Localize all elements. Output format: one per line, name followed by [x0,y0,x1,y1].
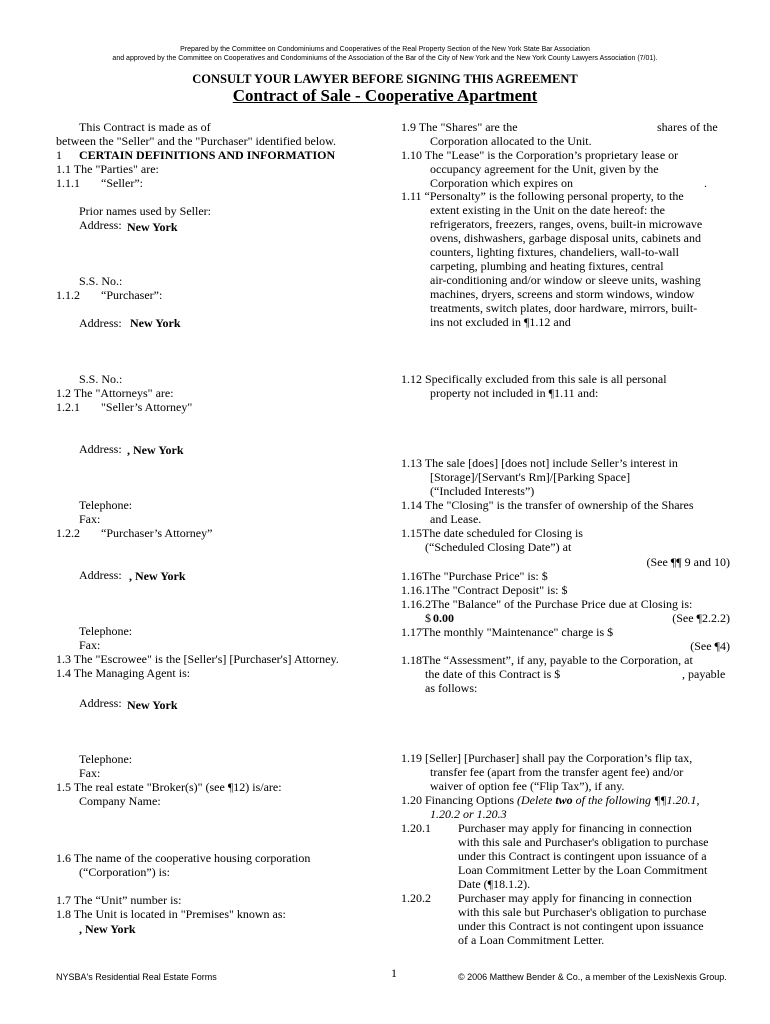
clause-1-11: 1.11 “Personalty” is the following personal property, to the [401,189,684,203]
clause-1-20-2-line-1: Purchaser may apply for financing in connection [458,891,692,905]
footer-left: NYSBA's Residential Real Estate Forms [56,972,217,982]
seller-attorney-address-value: , New York [127,443,184,457]
clause-1-20-1-line-2: with this sale and Purchaser's obligation to purchase [458,835,709,849]
company-name-label: Company Name: [79,794,161,808]
clause-1-20-two: two [555,793,573,807]
page-number: 1 [391,966,397,980]
clause-1-10-line-3: Corporation which expires on [430,176,573,190]
clause-1-20-title: 1.20 Financing Options [401,793,514,807]
seller-address-label: Address: [79,218,122,232]
clause-1-6-corporation: (“Corporation”) is: [79,865,170,879]
premises-value: , New York [79,922,136,936]
clause-1-20-1-line-4: Loan Commitment Letter by the Loan Commitment [458,863,708,877]
clause-1-13-line-2: [Storage]/[Servant's Rm]/[Parking Space] [430,470,631,484]
footer-right: © 2006 Matthew Bender & Co., a member of the LexisNexis Group. [458,972,727,982]
clause-1-2-1-number: 1.2.1 [56,400,80,414]
clause-1-15-line-2: (“Scheduled Closing Date”) at [425,540,572,554]
clause-1-18: 1.18The “Assessment”, if any, payable to the Corporation, at [401,653,693,667]
purchaser-attorney-address-label: Address: [79,568,122,582]
seller-attorney-telephone-label: Telephone: [79,498,133,512]
clause-1-18-payable: , payable [682,667,726,681]
clause-1-9: 1.9 The "Shares" are the [401,120,518,134]
balance-value: 0.00 [433,611,454,625]
clause-1-20-2-line-3: under this Contract is not contingent upon issuance [458,919,704,933]
clause-1-20 [401,794,700,807]
clause-1-11-line-6: carpeting, plumbing and heating fixtures, central [430,259,664,273]
header-line-1: Prepared by the Committee on Condominiums and Cooperatives of the Real Property Section of the New York State Bar Association [180,46,590,53]
clause-1-20-2-line-2: with this sale but Purchaser's obligation to purchase [458,905,707,919]
purchaser-ssno-label: S.S. No.: [79,372,123,386]
clause-1-16-1: 1.16.1The "Contract Deposit" is: $ [401,583,568,597]
purchaser-label: “Purchaser”: [101,288,163,302]
clause-1-1: 1.1 The "Parties" are: [56,162,159,176]
clause-1-2-2-number: 1.2.2 [56,526,80,540]
clause-1-11-line-5: counters, lighting fixtures, chandeliers, wall-to-wall [430,245,679,259]
clause-1-8: 1.8 The Unit is located in "Premises" known as: [56,907,286,921]
clause-1-10: 1.10 The "Lease" is the Corporation’s proprietary lease or [401,148,679,162]
managing-agent-address-label: Address: [79,696,122,710]
clause-1-13-line-3: (“Included Interests”) [430,484,535,498]
clause-1-10-period: . [704,176,707,190]
clause-1-7: 1.7 The “Unit” number is: [56,893,182,907]
purchaser-attorney-telephone-label: Telephone: [79,624,133,638]
clause-1-11-line-2: extent existing in the Unit on the date hereof: the [430,203,665,217]
clause-1-16: 1.16The "Purchase Price" is: $ [401,569,548,583]
clause-1-14-line-2: and Lease. [430,512,482,526]
managing-agent-fax-label: Fax: [79,766,101,780]
clause-1-15: 1.15The date scheduled for Closing is [401,526,583,540]
clause-1-11-line-9: treatments, switch plates, door hardware, mirrors, built- [430,301,698,315]
clause-1-20-delete: (Delete [517,793,553,807]
clause-1-11-line-10: ins not excluded in ¶1.12 and [430,315,571,329]
clause-1-4: 1.4 The Managing Agent is: [56,666,191,680]
clause-1-19: 1.19 [Seller] [Purchaser] shall pay the Corporation’s flip tax, [401,751,693,765]
section-1-number: 1 [56,148,62,162]
clause-1-11-line-8: machines, dryers, screens and storm windows, window [430,287,695,301]
clause-1-1-2-number: 1.1.2 [56,288,80,302]
clause-1-12-line-2: property not included in ¶1.11 and: [430,386,599,400]
clause-1-19-line-3: waiver of option fee (“Flip Tax”), if any. [430,779,625,793]
clause-1-19-line-2: transfer fee (apart from the transfer agent fee) and/or [430,765,684,779]
consult-notice: CONSULT YOUR LAWYER BEFORE SIGNING THIS AGREEMENT [192,72,578,86]
clause-1-11-line-3: refrigerators, freezers, ranges, ovens, built-in microwave [430,217,703,231]
clause-1-17-see: (See ¶4) [690,639,730,653]
clause-1-6: 1.6 The name of the cooperative housing corporation [56,851,311,865]
seller-attorney-fax-label: Fax: [79,512,101,526]
purchaser-address-value: New York [130,316,181,330]
seller-label: “Seller”: [101,176,143,190]
clause-1-3: 1.3 The "Escrowee" is the [Seller's] [Purchaser's] Attorney. [56,652,339,666]
clause-1-9-shares-of-the: shares of the [657,120,718,134]
clause-1-13: 1.13 The sale [does] [does not] include Seller’s interest in [401,456,678,470]
clause-1-17: 1.17The monthly "Maintenance" charge is $ [401,625,614,639]
managing-agent-telephone-label: Telephone: [79,752,133,766]
clause-1-10-line-2: occupancy agreement for the Unit, given by the [430,162,659,176]
clause-1-20-1-number: 1.20.1 [401,821,431,835]
purchaser-attorney-address-value: , New York [129,569,186,583]
clause-1-20-2-line-4: of a Loan Commitment Letter. [458,933,605,947]
seller-attorney-address-label: Address: [79,442,122,456]
clause-1-20-1-line-3: under this Contract is contingent upon issuance of a [458,849,707,863]
clause-1-20-2-number: 1.20.2 [401,891,431,905]
seller-attorney-label: "Seller’s Attorney" [101,400,193,414]
clause-1-15-see: (See ¶¶ 9 and 10) [646,555,730,569]
purchaser-attorney-label: “Purchaser’s Attorney” [101,526,213,540]
managing-agent-address-value: New York [127,698,178,712]
balance-see: (See ¶2.2.2) [672,611,730,625]
clause-1-12: 1.12 Specifically excluded from this sale is all personal [401,372,667,386]
section-1-title: CERTAIN DEFINITIONS AND INFORMATION [79,148,336,162]
seller-address-value: New York [127,220,178,234]
clause-1-11-line-7: air-conditioning and/or window or sleeve units, washing [430,273,701,287]
header-line-2: and approved by the Committee on Cooperatives and Condominiums of the Association of the Bar of the City of New York and the New York County Lawyers Association (7/01). [112,55,658,62]
purchaser-address-label: Address: [79,316,122,330]
clause-1-18-line-3: as follows: [425,681,478,695]
clause-1-11-line-4: ovens, dishwashers, garbage disposal units, cabinets and [430,231,701,245]
seller-ssno-label: S.S. No.: [79,274,123,288]
balance-currency: $ [425,611,431,625]
clause-1-14: 1.14 The "Closing" is the transfer of ownership of the Shares [401,498,694,512]
purchaser-attorney-fax-label: Fax: [79,638,101,652]
clause-1-16-2: 1.16.2The "Balance" of the Purchase Price due at Closing is: [401,597,693,611]
prior-names-label: Prior names used by Seller: [79,204,211,218]
clause-1-9-line-2: Corporation allocated to the Unit. [430,134,592,148]
parties-intro: between the "Seller" and the "Purchaser" identified below. [56,134,337,148]
clause-1-20-following: of the following ¶¶1.20.1, [575,793,700,807]
clause-1-5: 1.5 The real estate "Broker(s)" (see ¶12) is/are: [56,780,282,794]
document-title: Contract of Sale - Cooperative Apartment [232,86,538,105]
contract-made-as-of: This Contract is made as of [79,120,211,134]
clause-1-1-1-number: 1.1.1 [56,176,80,190]
clause-1-2: 1.2 The "Attorneys" are: [56,386,174,400]
clause-1-20-1-line-5: Date (¶18.1.2). [458,877,531,891]
clause-1-18-line-2: the date of this Contract is $ [425,667,561,681]
clause-1-20-line-2: 1.20.2 or 1.20.3 [430,807,507,821]
clause-1-20-1-line-1: Purchaser may apply for financing in connection [458,821,692,835]
